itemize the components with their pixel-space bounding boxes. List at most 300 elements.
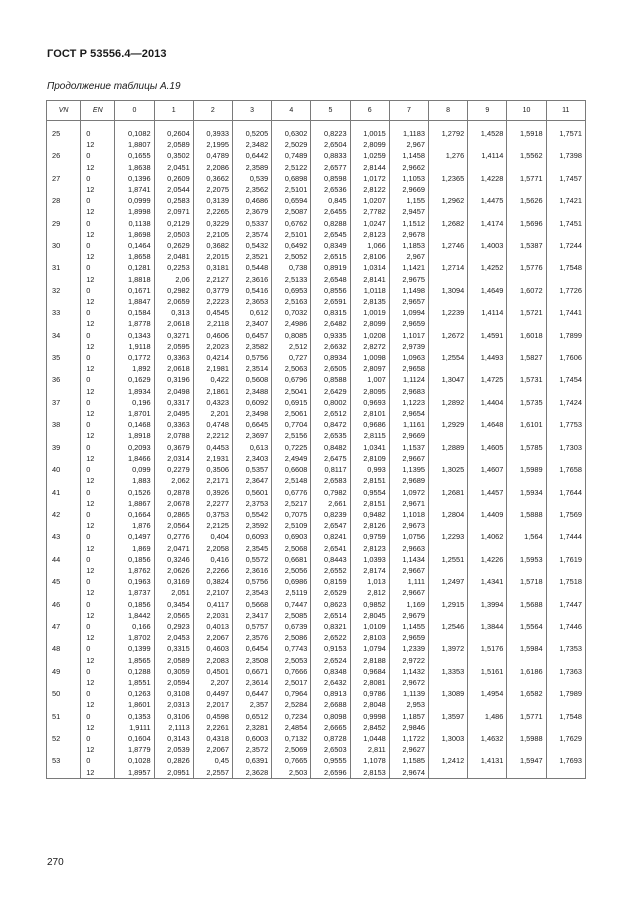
- cell-value: 2,6577: [323, 162, 347, 172]
- value-cell: [468, 285, 507, 307]
- value-cell: [546, 285, 585, 307]
- table-row: [47, 128, 586, 150]
- cell-value: 1,8701: [127, 409, 151, 419]
- value-cell: [350, 733, 389, 755]
- cell-value: 0,738: [288, 263, 308, 273]
- value-cell: [154, 643, 193, 665]
- value-cell: [429, 218, 468, 240]
- cell-value: 2,3543: [245, 588, 269, 598]
- value-cell: [546, 442, 585, 464]
- cell-value: 1,4591: [480, 330, 504, 340]
- cell-value: 1,1498: [402, 285, 425, 295]
- cell-value: 0,7032: [284, 308, 308, 318]
- value-cell: [311, 621, 350, 643]
- cell-value: 2,9675: [402, 274, 425, 284]
- value-cell: [507, 576, 546, 598]
- spacer-cell: [81, 121, 115, 129]
- cell-value: 1,2554: [441, 353, 465, 363]
- cell-value: 0,1082: [127, 129, 151, 138]
- value-cell: [350, 688, 389, 710]
- value-cell: [468, 240, 507, 262]
- cell-value: 2,0498: [167, 386, 190, 396]
- spacer-cell: [47, 121, 81, 129]
- vn-cell: [47, 397, 81, 419]
- cell-value: 1,2293: [441, 532, 465, 542]
- cell-value: 0,9554: [363, 487, 386, 497]
- cell-value: 0,3139: [206, 196, 229, 206]
- cell-value: 1,4725: [480, 375, 504, 385]
- vn-value: 46: [52, 599, 61, 609]
- cell-value: 0,4013: [206, 621, 229, 631]
- value-cell: [546, 262, 585, 284]
- cell-value: 0,4497: [206, 689, 229, 699]
- en-value: 12: [86, 140, 95, 150]
- cell-value: 0,9335: [323, 330, 347, 340]
- cell-value: 0,2129: [167, 218, 190, 228]
- cell-value: 2,1995: [206, 140, 229, 150]
- column-header: 0: [115, 101, 154, 121]
- value-cell: [193, 509, 232, 531]
- cell-value: 1,7244: [559, 241, 582, 251]
- value-cell: [232, 374, 271, 396]
- cell-value: 2,5101: [284, 185, 308, 195]
- cell-value: 1,4493: [480, 353, 504, 363]
- value-cell: [350, 621, 389, 643]
- en-value: 12: [86, 252, 95, 262]
- value-cell: [429, 666, 468, 688]
- value-cell: [389, 195, 428, 217]
- cell-value: 2,8106: [363, 252, 386, 262]
- value-cell: [507, 487, 546, 509]
- cell-value: 1,892: [132, 364, 151, 374]
- cell-value: 0,727: [288, 353, 308, 363]
- cell-value: 1,8741: [127, 185, 151, 195]
- value-cell: [193, 150, 232, 172]
- value-cell: [468, 711, 507, 733]
- cell-value: 1,0098: [363, 353, 386, 363]
- cell-value: 1,8638: [127, 162, 151, 172]
- cell-value: 1,066: [367, 241, 386, 251]
- value-cell: [468, 128, 507, 150]
- value-cell: [546, 643, 585, 665]
- value-cell: [272, 487, 311, 509]
- value-cell: [546, 330, 585, 352]
- cell-value: 1,007: [367, 375, 386, 385]
- value-cell: [193, 374, 232, 396]
- cell-value: 2,3589: [245, 162, 269, 172]
- cell-value: 2,9657: [402, 297, 425, 307]
- cell-value: 1,155: [406, 196, 425, 206]
- en-cell: [81, 531, 115, 553]
- vn-cell: [47, 621, 81, 643]
- cell-value: 2,811: [367, 745, 386, 755]
- value-cell: [429, 643, 468, 665]
- value-cell: [546, 666, 585, 688]
- vn-cell: [47, 755, 81, 778]
- data-table: [46, 100, 586, 779]
- en-value: 12: [86, 588, 95, 598]
- cell-value: 1,6072: [520, 285, 543, 295]
- cell-value: 2,3281: [245, 722, 269, 732]
- value-cell: [429, 374, 468, 396]
- value-cell: [193, 330, 232, 352]
- en-cell: [81, 666, 115, 688]
- value-cell: [468, 643, 507, 665]
- cell-value: 0,5205: [245, 129, 269, 138]
- cell-value: 0,5337: [245, 218, 269, 228]
- cell-value: 2,9658: [402, 364, 425, 374]
- cell-value: 0,1281: [127, 263, 151, 273]
- cell-value: 0,1396: [127, 173, 151, 183]
- cell-value: 1,2497: [441, 577, 465, 587]
- cell-value: 1,8807: [127, 140, 151, 150]
- cell-value: 1,3089: [441, 689, 465, 699]
- cell-value: 0,3363: [167, 353, 190, 363]
- cell-value: 2,8272: [363, 341, 386, 351]
- cell-value: 0,1263: [127, 689, 151, 699]
- value-cell: [272, 733, 311, 755]
- value-cell: [115, 464, 154, 486]
- cell-value: 1,6582: [520, 689, 543, 699]
- value-cell: [311, 307, 350, 329]
- value-cell: [389, 218, 428, 240]
- cell-value: 2,5052: [284, 252, 308, 262]
- value-cell: [193, 352, 232, 374]
- cell-value: 0,6762: [284, 218, 308, 228]
- value-cell: [350, 643, 389, 665]
- page-number: 270: [47, 857, 64, 868]
- value-cell: [311, 509, 350, 531]
- value-cell: [115, 599, 154, 621]
- cell-value: 2,3616: [245, 565, 269, 575]
- cell-value: 2,8153: [363, 767, 386, 777]
- value-cell: [311, 487, 350, 509]
- value-cell: [154, 711, 193, 733]
- cell-value: 2,967: [406, 140, 425, 150]
- en-cell: [81, 128, 115, 150]
- cell-value: 0,6608: [284, 465, 308, 475]
- column-header: 5: [311, 101, 350, 121]
- cell-value: 0,9684: [363, 666, 386, 676]
- cell-value: 1,3972: [441, 644, 465, 654]
- cell-value: 1,4632: [480, 733, 504, 743]
- cell-value: 0,6092: [245, 397, 269, 407]
- value-cell: [154, 464, 193, 486]
- vn-cell: [47, 240, 81, 262]
- cell-value: 2,3616: [245, 274, 269, 284]
- value-cell: [389, 374, 428, 396]
- cell-value: 0,2253: [167, 263, 190, 273]
- en-cell: [81, 688, 115, 710]
- value-cell: [115, 733, 154, 755]
- cell-value: 1,4114: [481, 308, 504, 318]
- cell-value: 2,3679: [245, 207, 269, 217]
- cell-value: 0,8482: [323, 442, 347, 452]
- cell-value: 2,9667: [402, 453, 425, 463]
- en-value: 0: [86, 554, 91, 564]
- cell-value: 2,6529: [323, 588, 347, 598]
- cell-value: 2,9671: [402, 498, 425, 508]
- cell-value: 1,2339: [402, 644, 425, 654]
- value-cell: [154, 330, 193, 352]
- en-cell: [81, 733, 115, 755]
- vn-cell: [47, 173, 81, 195]
- value-cell: [115, 330, 154, 352]
- cell-value: 0,3933: [206, 129, 229, 138]
- cell-value: 2,2083: [206, 655, 229, 665]
- cell-value: 1,1124: [402, 375, 425, 385]
- value-cell: [232, 688, 271, 710]
- value-cell: [546, 374, 585, 396]
- cell-value: 0,196: [132, 397, 151, 407]
- cell-value: 1,8737: [127, 588, 151, 598]
- value-cell: [311, 711, 350, 733]
- cell-value: 1,564: [524, 532, 543, 542]
- cell-value: 1,0208: [363, 330, 386, 340]
- cell-value: 0,7666: [284, 666, 308, 676]
- cell-value: 2,9659: [402, 319, 425, 329]
- value-cell: [311, 128, 350, 150]
- cell-value: 2,503: [288, 767, 308, 777]
- cell-value: 0,0999: [127, 196, 151, 206]
- cell-value: 1,8442: [127, 610, 151, 620]
- cell-value: 0,4214: [206, 353, 229, 363]
- vn-value: 26: [52, 151, 61, 161]
- value-cell: [232, 285, 271, 307]
- cell-value: 2,0544: [167, 185, 190, 195]
- en-value: 12: [86, 476, 95, 486]
- table-row: [47, 711, 586, 733]
- value-cell: [546, 531, 585, 553]
- value-cell: [507, 150, 546, 172]
- value-cell: [272, 397, 311, 419]
- cell-value: 0,7982: [323, 487, 347, 497]
- value-cell: [468, 599, 507, 621]
- value-cell: [193, 173, 232, 195]
- en-value: 0: [86, 711, 91, 721]
- cell-value: 0,5432: [245, 241, 269, 251]
- value-cell: [193, 531, 232, 553]
- cell-value: 1,6018: [520, 330, 543, 340]
- column-header: VN: [47, 101, 81, 121]
- value-cell: [193, 419, 232, 441]
- vn-value: 25: [52, 129, 61, 138]
- cell-value: 1,169: [406, 599, 425, 609]
- value-cell: [115, 195, 154, 217]
- cell-value: 2,9627: [402, 745, 425, 755]
- cell-value: 1,8778: [127, 319, 151, 329]
- cell-value: 1,0172: [363, 173, 386, 183]
- cell-value: 0,6796: [284, 375, 308, 385]
- cell-value: 1,7424: [559, 397, 582, 407]
- vn-value: 28: [52, 196, 61, 206]
- cell-value: 2,4854: [284, 722, 308, 732]
- value-cell: [272, 531, 311, 553]
- cell-value: 0,3824: [206, 577, 229, 587]
- value-cell: [468, 755, 507, 778]
- cell-value: 0,8288: [323, 218, 347, 228]
- cell-value: 1,5988: [520, 733, 543, 743]
- cell-value: 0,6302: [284, 129, 308, 138]
- cell-value: 0,3246: [167, 554, 190, 564]
- cell-value: 2,6665: [323, 722, 347, 732]
- value-cell: [468, 487, 507, 509]
- cell-value: 1,0019: [363, 308, 386, 318]
- cell-value: 2,0618: [167, 364, 190, 374]
- cell-value: 1,7451: [559, 218, 582, 228]
- value-cell: [389, 464, 428, 486]
- vn-cell: [47, 330, 81, 352]
- value-cell: [115, 397, 154, 419]
- cell-value: 2,0788: [167, 431, 190, 441]
- cell-value: 2,1113: [168, 722, 190, 732]
- cell-value: 2,3572: [245, 745, 269, 755]
- cell-value: 0,1353: [127, 711, 151, 721]
- value-cell: [115, 442, 154, 464]
- cell-value: 1,1537: [402, 442, 425, 452]
- value-cell: [350, 755, 389, 778]
- value-cell: [389, 240, 428, 262]
- cell-value: 0,2982: [167, 285, 190, 295]
- cell-value: 2,2212: [206, 431, 229, 441]
- vn-value: 39: [52, 442, 61, 452]
- cell-value: 2,5284: [284, 700, 308, 710]
- value-cell: [389, 599, 428, 621]
- vn-value: 41: [52, 487, 61, 497]
- en-value: 0: [86, 353, 91, 363]
- value-cell: [154, 397, 193, 419]
- vn-cell: [47, 531, 81, 553]
- cell-value: 1,2714: [441, 263, 465, 273]
- vn-value: 27: [52, 173, 61, 183]
- cell-value: 1,5947: [520, 756, 543, 766]
- en-value: 12: [86, 655, 95, 665]
- cell-value: 1,9111: [129, 722, 151, 732]
- value-cell: [350, 330, 389, 352]
- cell-value: 2,9683: [402, 386, 425, 396]
- cell-value: 1,5984: [520, 644, 543, 654]
- cell-value: 0,3662: [206, 173, 229, 183]
- en-cell: [81, 150, 115, 172]
- cell-value: 1,8818: [127, 274, 151, 284]
- cell-value: 2,9669: [402, 431, 425, 441]
- cell-value: 2,3403: [245, 453, 269, 463]
- value-cell: [311, 688, 350, 710]
- en-value: 12: [86, 409, 95, 419]
- cell-value: 1,4475: [480, 196, 504, 206]
- cell-value: 2,6596: [323, 767, 347, 777]
- cell-value: 2,5053: [284, 655, 308, 665]
- value-cell: [115, 262, 154, 284]
- value-cell: [193, 240, 232, 262]
- cell-value: 0,2878: [167, 487, 190, 497]
- value-cell: [115, 285, 154, 307]
- value-cell: [115, 240, 154, 262]
- en-cell: [81, 307, 115, 329]
- en-cell: [81, 195, 115, 217]
- value-cell: [193, 464, 232, 486]
- value-cell: [193, 554, 232, 576]
- cell-value: 0,422: [210, 375, 229, 385]
- cell-value: 0,6003: [245, 733, 269, 743]
- value-cell: [154, 195, 193, 217]
- table-row: [47, 330, 586, 352]
- cell-value: 1,2412: [441, 756, 465, 766]
- cell-value: 0,6681: [284, 554, 308, 564]
- cell-value: 2,4986: [284, 319, 308, 329]
- value-cell: [507, 688, 546, 710]
- cell-value: 2,8452: [363, 722, 386, 732]
- cell-value: 1,4409: [480, 509, 504, 519]
- cell-value: 1,7726: [559, 285, 582, 295]
- value-cell: [468, 554, 507, 576]
- table-caption: Продолжение таблицы А.19: [47, 81, 181, 92]
- table-header-row: [47, 101, 586, 121]
- value-cell: [115, 307, 154, 329]
- value-cell: [429, 442, 468, 464]
- value-cell: [429, 531, 468, 553]
- cell-value: 2,0314: [167, 453, 190, 463]
- cell-value: 0,9998: [363, 711, 386, 721]
- value-cell: [429, 554, 468, 576]
- cell-value: 1,876: [132, 521, 151, 531]
- cell-value: 1,4252: [480, 263, 504, 273]
- en-value: 12: [86, 610, 95, 620]
- cell-value: 1,5785: [520, 442, 543, 452]
- cell-value: 2,6429: [323, 386, 347, 396]
- value-cell: [272, 307, 311, 329]
- value-cell: [193, 576, 232, 598]
- cell-value: 2,2015: [206, 252, 229, 262]
- value-cell: [429, 599, 468, 621]
- value-cell: [468, 509, 507, 531]
- vn-cell: [47, 419, 81, 441]
- cell-value: 0,3926: [206, 487, 229, 497]
- en-value: 0: [86, 241, 91, 251]
- value-cell: [468, 307, 507, 329]
- cell-value: 0,4748: [206, 420, 229, 430]
- en-value: 12: [86, 297, 95, 307]
- value-cell: [115, 150, 154, 172]
- table-row: [47, 150, 586, 172]
- cell-value: 2,1981: [206, 364, 229, 374]
- en-value: 0: [86, 442, 91, 452]
- cell-value: 0,8315: [323, 308, 347, 318]
- cell-value: 0,1343: [127, 330, 151, 340]
- en-cell: [81, 218, 115, 240]
- cell-value: 0,1963: [127, 577, 151, 587]
- value-cell: [429, 755, 468, 778]
- cell-value: 1,1458: [402, 151, 425, 161]
- cell-value: 0,8321: [323, 621, 347, 631]
- value-cell: [507, 621, 546, 643]
- value-cell: [468, 621, 507, 643]
- spacer-cell: [507, 121, 546, 129]
- cell-value: 0,8443: [323, 554, 347, 564]
- table-row: [47, 755, 586, 778]
- en-cell: [81, 755, 115, 778]
- column-header: 8: [429, 101, 468, 121]
- cell-value: 0,3271: [167, 330, 190, 340]
- value-cell: [311, 173, 350, 195]
- table-row: [47, 374, 586, 396]
- cell-value: 0,3108: [167, 689, 190, 699]
- cell-value: 0,7743: [284, 644, 308, 654]
- value-cell: [232, 666, 271, 688]
- cell-value: 2,9667: [402, 588, 425, 598]
- cell-value: 1,0118: [363, 285, 386, 295]
- cell-value: 2,2086: [206, 162, 229, 172]
